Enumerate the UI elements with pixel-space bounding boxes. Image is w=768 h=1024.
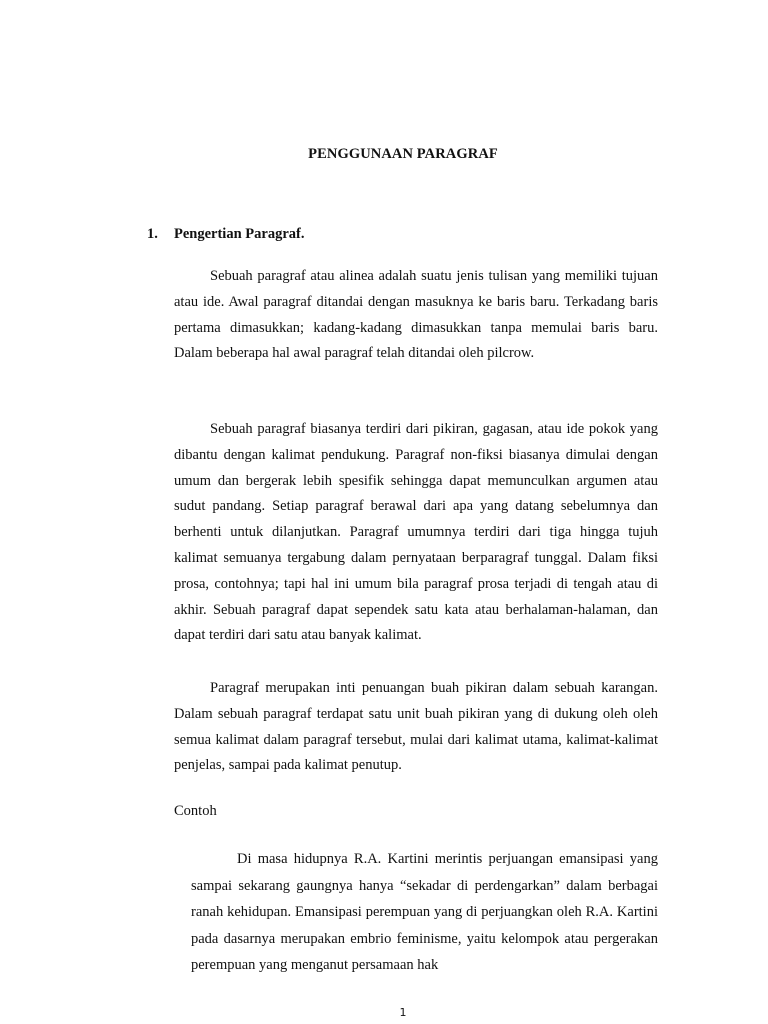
section-heading xyxy=(147,226,304,243)
paragraph-1: Sebuah paragraf atau alinea adalah suatu jenis tulisan yang memiliki tujuan atau ide. Awal paragraf ditandai dengan masuknya ke baris baru. Terkadang baris pertama dimasukkan; kadang-kadang dimasukkan tanpa memulai baris baru. Dalam beberapa hal awal paragraf telah ditandai oleh pilcrow. xyxy=(174,268,658,362)
section-number: 1. xyxy=(147,226,158,242)
page-number: 1 xyxy=(399,1006,407,1019)
example-label: Contoh xyxy=(174,803,217,819)
example-text: Di masa hidupnya R.A. Kartini merintis perjuangan emansipasi yang sampai sekarang gaungnya hanya “sekadar di perdengarkan” dalam berbagai ranah kehidupan. Emansipasi perempuan yang di perjuangkan oleh R.A. Kartini pada dasarnya merupakan embrio feminisme, yaitu kelompok atau pergerakan perempuan yang menganut persamaan hak xyxy=(191,851,658,973)
section-heading-text: Pengertian Paragraf. xyxy=(174,226,305,242)
document-title: PENGGUNAAN PARAGRAF xyxy=(308,146,498,162)
paragraph-3: Paragraf merupakan inti penuangan buah pikiran dalam sebuah karangan. Dalam sebuah paragraf terdapat satu unit buah pikiran yang di dukung oleh oleh semua kalimat dalam paragraf tersebut, mulai dari kalimat utama, kalimat-kalimat penjelas, sampai pada kalimat penutup. xyxy=(174,680,658,774)
paragraph-2: Sebuah paragraf biasanya terdiri dari pikiran, gagasan, atau ide pokok yang dibantu dengan kalimat pendukung. Paragraf non-fiksi biasanya dimulai dengan umum dan bergerak lebih spesifik sehingga dapat memunculkan argumen atau sudut pandang. Setiap paragraf berawal dari apa yang datang sebelumnya dan berhenti untuk dilanjutkan. Paragraf umumnya terdiri dari tiga hingga tujuh kalimat semuanya tergabung dalam pernyataan berparagraf tunggal. Dalam fiksi prosa, contohnya; tapi hal ini umum bila paragraf prosa terjadi di tengah atau di akhir. Sebuah paragraf dapat sependek satu kata atau berhalaman-halaman, dan dapat terdiri dari satu atau banyak kalimat. xyxy=(174,421,658,644)
